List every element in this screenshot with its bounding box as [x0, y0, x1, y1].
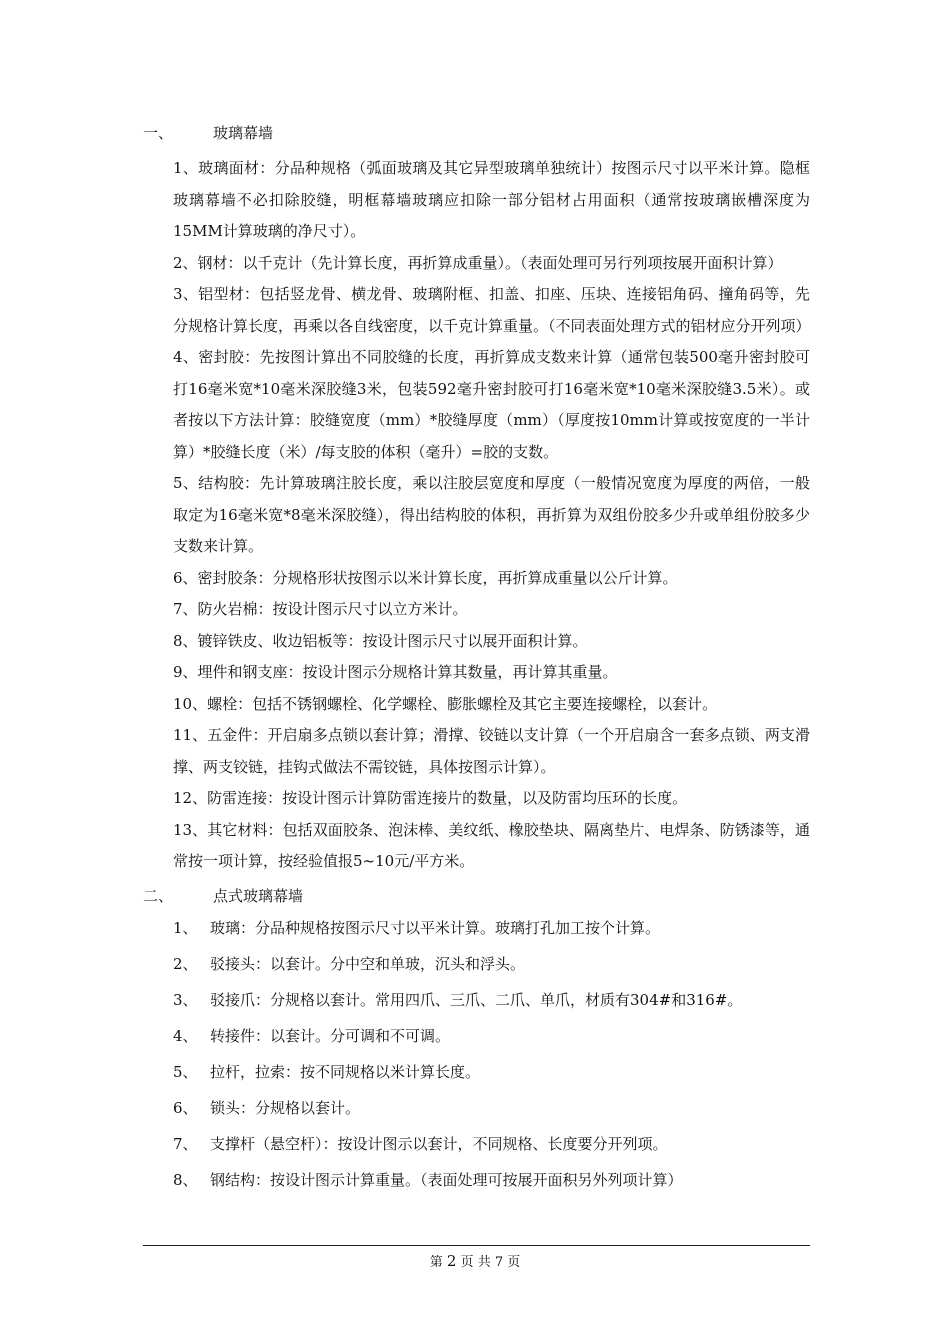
- section-heading-1: [143, 121, 810, 145]
- section-title: 玻璃幕墙: [213, 124, 274, 142]
- list-item-text: 支撑杆（悬空杆）：按设计图示以套计，不同规格、长度要分开列项。: [210, 1134, 668, 1153]
- total-pages: 7: [494, 1255, 504, 1270]
- section-number: 二、: [143, 886, 174, 905]
- list-item-number: 7、: [173, 1134, 198, 1153]
- section-number: 一、: [143, 124, 174, 142]
- list-item-number: 6、: [173, 1098, 198, 1117]
- list-item: 13、其它材料：包括双面胶条、泡沫棒、美纹纸、橡胶垫块、隔离垫片、电焊条、防锈漆等，通常按一项计算，按经验值报5~10元/平方米。: [173, 820, 810, 870]
- list-item: 8、镀锌铁皮、收边铝板等：按设计图示尺寸以展开面积计算。: [173, 631, 588, 650]
- list-item-number: 8、: [173, 1170, 198, 1189]
- list-item: 11、五金件：开启扇多点锁以套计算；滑撑、铰链以支计算（一个开启扇含一套多点锁、两支滑撑、两支铰链，挂钩式做法不需铰链，具体按图示计算）。: [173, 726, 810, 776]
- page-footer: [0, 1251, 950, 1273]
- page-number: 2: [446, 1252, 457, 1270]
- list-item-number: 1、: [173, 918, 198, 937]
- list-item: 9、埋件和钢支座：按设计图示分规格计算其数量，再计算其重量。: [173, 663, 618, 681]
- list-item-number: 2、: [173, 954, 198, 973]
- list-item-text: 玻璃：分品种规格按图示尺寸以平米计算。玻璃打孔加工按个计算。: [210, 918, 661, 937]
- footer-suffix: 页: [507, 1255, 521, 1270]
- list-item: [143, 1024, 810, 1048]
- section-heading-2: [143, 884, 810, 908]
- footer-middle: 页 共: [460, 1255, 491, 1270]
- list-item-number: 5、: [173, 1062, 198, 1081]
- list-item: [143, 916, 810, 940]
- list-item: [143, 1060, 810, 1084]
- list-item: 12、防雷连接：按设计图示计算防雷连接片的数量，以及防雷均压环的长度。: [173, 789, 688, 807]
- section-title: 点式玻璃幕墙: [213, 886, 304, 905]
- list-item-text: 拉杆，拉索：按不同规格以米计算长度。: [210, 1062, 481, 1081]
- list-item-text: 锁头：分规格以套计。: [210, 1098, 361, 1117]
- list-item: [143, 1168, 810, 1192]
- list-item-text: 驳接头：以套计。分中空和单玻，沉头和浮头。: [210, 954, 526, 973]
- footer-divider: [143, 1245, 810, 1246]
- list-item-number: 3、: [173, 990, 198, 1009]
- document-body: [143, 121, 810, 1204]
- list-item: 3、铝型材：包括竖龙骨、横龙骨、玻璃附框、扣盖、扣座、压块、连接铝角码、撞角码等，先分规格计算长度，再乘以各自线密度，以千克计算重量。（不同表面处理方式的铝材应分开列项）: [173, 285, 811, 335]
- list-item: 1、玻璃面材：分品种规格（弧面玻璃及其它异型玻璃单独统计）按图示尺寸以平米计算。隐框玻璃幕墙不必扣除胶缝，明框幕墙玻璃应扣除一部分铝材占用面积（通常按玻璃嵌槽深度为15MM计算玻璃的净尺寸）。: [173, 159, 810, 240]
- list-item: [143, 988, 810, 1012]
- list-item: [143, 1096, 810, 1120]
- list-item: [143, 1132, 810, 1156]
- list-item-text: 转接件：以套计。分可调和不可调。: [210, 1026, 451, 1045]
- list-item: 5、结构胶：先计算玻璃注胶长度，乘以注胶层宽度和厚度（一般情况宽度为厚度的两倍，一般取定为16毫米宽*8毫米深胶缝），得出结构胶的体积，再折算为双组份胶多少升或单组份胶多少支数来计算。: [173, 474, 810, 555]
- list-item: 6、密封胶条：分规格形状按图示以米计算长度，再折算成重量以公斤计算。: [173, 568, 678, 587]
- list-item-text: 钢结构：按设计图示计算重量。（表面处理可按展开面积另外列项计算）: [210, 1170, 683, 1189]
- list-item: 10、螺栓：包括不锈钢螺栓、化学螺栓、膨胀螺栓及其它主要连接螺栓，以套计。: [173, 694, 718, 713]
- list-item: [143, 952, 810, 976]
- list-item-text: 驳接爪：分规格以套计。常用四爪、三爪、二爪、单爪，材质有304#和316#。: [210, 990, 743, 1009]
- list-item-number: 4、: [173, 1026, 198, 1045]
- list-item: 4、密封胶：先按图计算出不同胶缝的长度，再折算成支数来计算（通常包装500毫升密封胶可打16毫米宽*10毫米深胶缝3米，包装592毫升密封胶可打16毫米宽*10毫米深胶缝3.5米）。或者按以下方法计算：胶缝宽度（mm）*胶缝厚度（mm）（厚度按10mm计算或按宽度的一半计算）*胶缝长度（米）/每支胶的体积（毫升）=胶的支数。: [173, 348, 810, 461]
- footer-prefix: 第: [429, 1255, 443, 1270]
- list-item: 7、防火岩棉：按设计图示尺寸以立方米计。: [173, 600, 468, 618]
- list-item: 2、钢材：以千克计（先计算长度，再折算成重量）。（表面处理可另行列项按展开面积计算）: [173, 253, 783, 272]
